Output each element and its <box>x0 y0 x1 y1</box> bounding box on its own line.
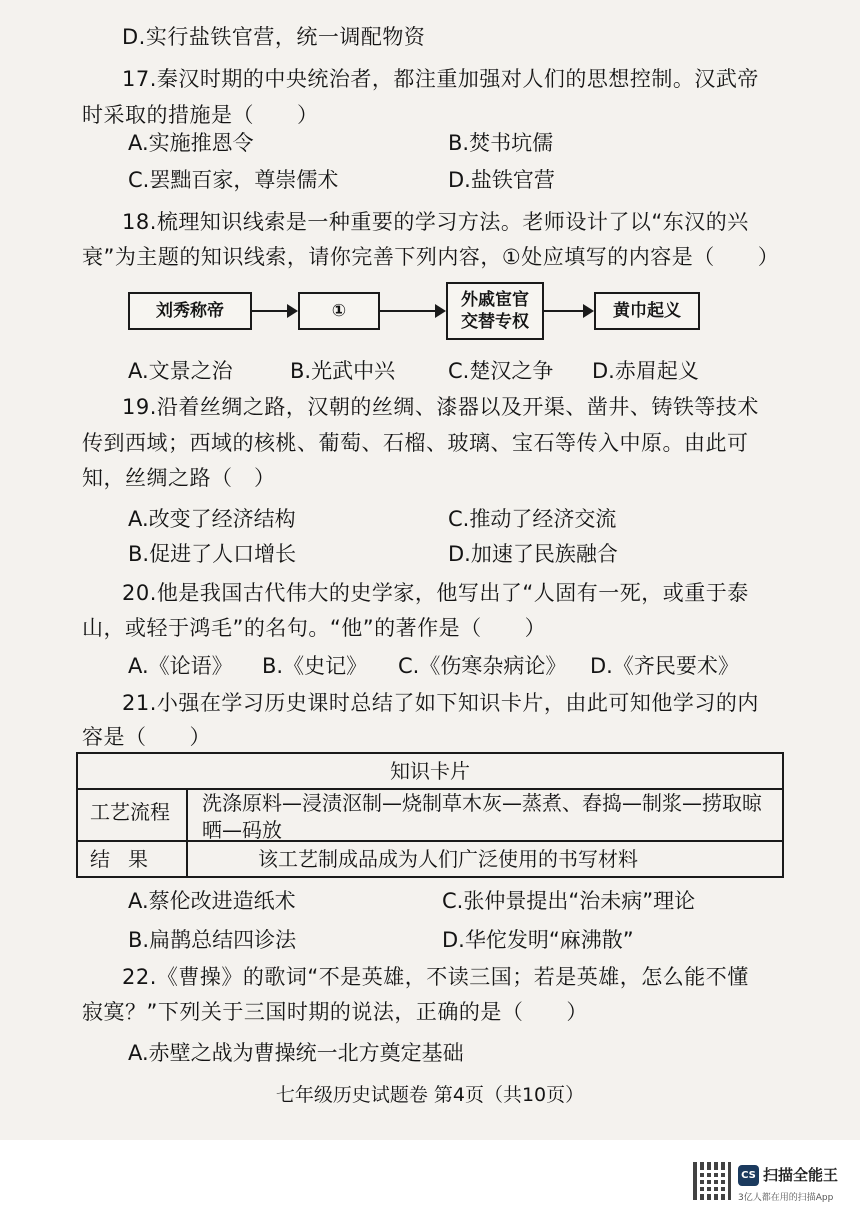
q19-stem-line2: 传到西域；西域的核桃、葡萄、石榴、玻璃、宝石等传入中原。由此可 <box>82 431 749 455</box>
q20-stem-line2: 山，或轻于鸿毛”的名句。“他”的著作是（ ） <box>82 616 547 640</box>
flow-step-3: 外戚宦官 交替专权 <box>446 282 544 340</box>
flow-arrow-1 <box>250 310 296 312</box>
q19-option-b: B.促进了人口增长 <box>128 542 297 566</box>
q18-stem-line2: 衰”为主题的知识线索，请你完善下列内容，①处应填写的内容是（ ） <box>82 245 780 269</box>
q16-option-d: D.实行盐铁官营，统一调配物资 <box>122 25 426 49</box>
card-row1-text: 洗涤原料—浸渍沤制—烧制草木灰—蒸煮、舂捣—制浆—捞取晾晒—码放 <box>188 788 782 842</box>
q17-stem-line2: 时采取的措施是（ ） <box>82 103 319 127</box>
card-row2-label: 结果 <box>78 842 188 876</box>
card-row1-label: 工艺流程 <box>78 788 188 842</box>
q18-stem-line1: 18.梳理知识线索是一种重要的学习方法。老师设计了以“东汉的兴 <box>122 210 749 234</box>
flow-arrow-3 <box>542 310 592 312</box>
q21-option-a: A.蔡伦改进造纸术 <box>128 889 296 913</box>
q17-option-a: A.实施推恩令 <box>128 131 254 155</box>
q21-stem-line1: 21.小强在学习历史课时总结了如下知识卡片，由此可知他学习的内 <box>122 691 759 715</box>
flow-step-4: 黄巾起义 <box>594 292 700 330</box>
q19-option-c: C.推动了经济交流 <box>448 507 617 531</box>
q19-stem-line1: 19.沿着丝绸之路，汉朝的丝绸、漆器以及开渠、凿井、铸铁等技术 <box>122 395 759 419</box>
q18-option-a: A.文景之治 <box>128 359 233 383</box>
card-title: 知识卡片 <box>78 754 782 790</box>
q20-stem-line1: 20.他是我国古代伟大的史学家，他写出了“人固有一死，或重于泰 <box>122 581 749 605</box>
q20-option-c: C.《伤寒杂病论》 <box>398 654 567 678</box>
q17-stem-line1: 17.秦汉时期的中央统治者，都注重加强对人们的思想控制。汉武帝 <box>122 67 759 91</box>
q20-option-d: D.《齐民要术》 <box>590 654 739 678</box>
page-footer: 七年级历史试题卷 第4页（共10页） <box>275 1084 585 1106</box>
q20-option-a: A.《论语》 <box>128 654 233 678</box>
q21-option-d: D.华佗发明“麻沸散” <box>442 928 634 952</box>
q19-option-a: A.改变了经济结构 <box>128 507 296 531</box>
q17-option-b: B.焚书坑儒 <box>448 131 554 155</box>
q22-stem-line1: 22.《曹操》的歌词“不是英雄，不读三国；若是英雄，怎么能不懂 <box>122 965 749 989</box>
flow-arrow-2 <box>378 310 444 312</box>
flow-step-1: 刘秀称帝 <box>128 292 252 330</box>
camscanner-logo-icon: CS <box>738 1165 759 1186</box>
q18-option-c: C.楚汉之争 <box>448 359 554 383</box>
card-row2-text: 该工艺制成品成为人们广泛使用的书写材料 <box>258 847 638 871</box>
q22-option-a: A.赤壁之战为曹操统一北方奠定基础 <box>128 1041 464 1065</box>
qr-code-icon <box>693 1162 731 1200</box>
q22-stem-line2: 寂寞？”下列关于三国时期的说法，正确的是（ ） <box>82 1000 588 1024</box>
scanner-tagline: 3亿人都在用的扫描App <box>738 1193 834 1203</box>
q18-option-b: B.光武中兴 <box>290 359 396 383</box>
q19-option-d: D.加速了民族融合 <box>448 542 618 566</box>
scanner-app-name: 扫描全能王 <box>763 1166 839 1184</box>
q20-option-b: B.《史记》 <box>262 654 368 678</box>
q21-stem-line2: 容是（ ） <box>82 725 211 749</box>
q19-stem-line3: 知，丝绸之路（ ） <box>82 466 276 490</box>
knowledge-card-table <box>76 752 784 878</box>
q17-option-d: D.盐铁官营 <box>448 168 555 192</box>
q18-option-d: D.赤眉起义 <box>592 359 699 383</box>
flow-step-2: ① <box>298 292 380 330</box>
q21-option-b: B.扁鹊总结四诊法 <box>128 928 297 952</box>
q17-option-c: C.罢黜百家，尊崇儒术 <box>128 168 339 192</box>
q21-option-c: C.张仲景提出“治未病”理论 <box>442 889 696 913</box>
